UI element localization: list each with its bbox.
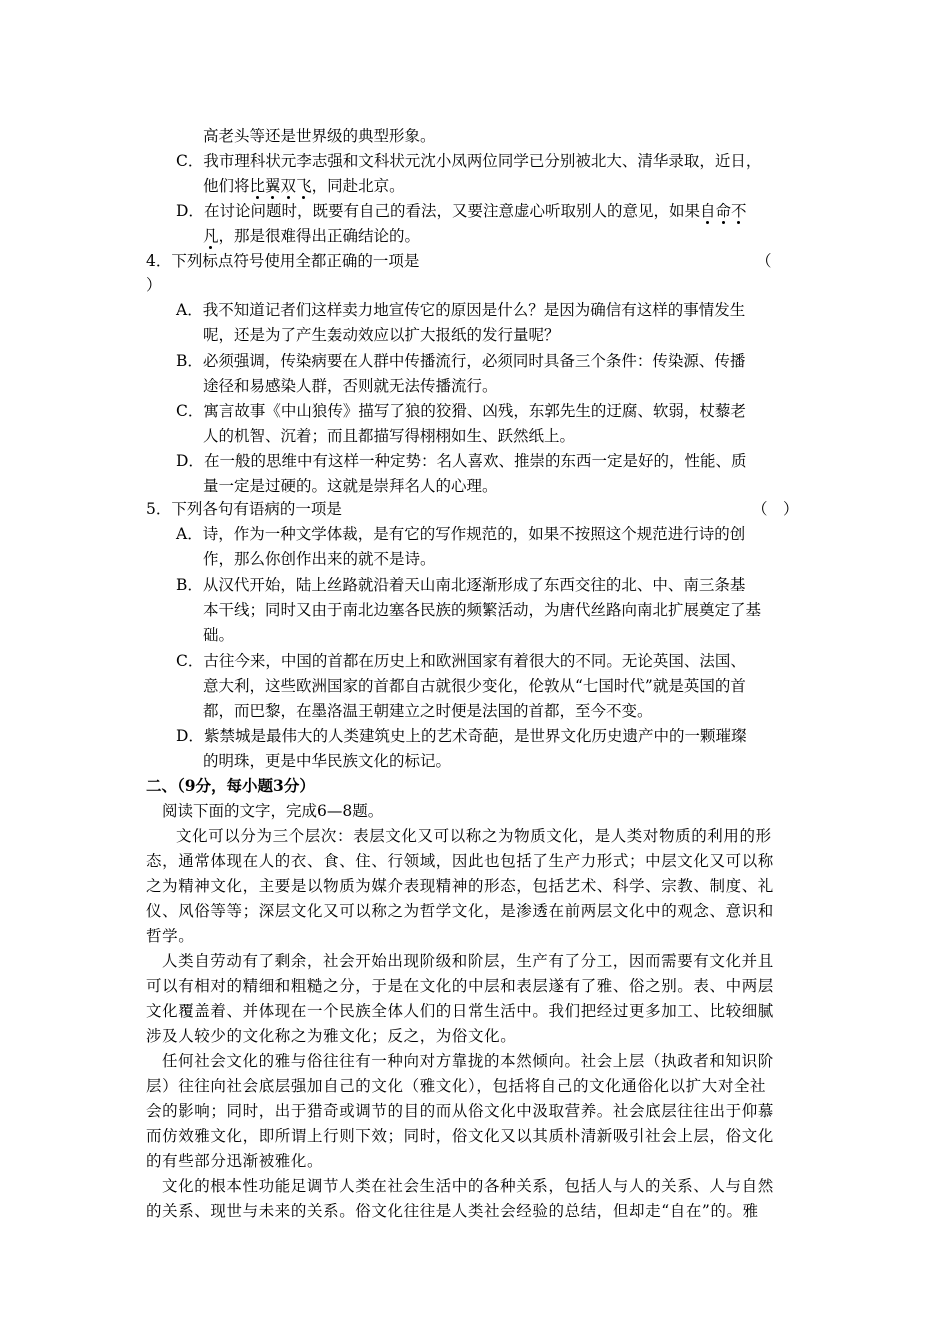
q5-option-b-label: B． — [176, 576, 203, 594]
passage-p3-line5: 的有些部分迅渐被雅化。 — [146, 1152, 324, 1170]
q5-option-b-line3: 础。 — [203, 626, 235, 644]
dotted-char: 翼 — [265, 177, 281, 195]
q5-option-d-label: D． — [176, 727, 204, 745]
q5-option-c-line3: 都，而巴黎，在墨洛温王朝建立之时便是法国的首都，至今不变。 — [203, 702, 653, 720]
q5-option-d-line2: 的明珠，更是中华民族文化的标记。 — [203, 752, 452, 770]
dotted-char: 比 — [249, 177, 266, 195]
passage-p3-line2: 层）往往向社会底层强加自己的文化（雅文化），包括将自己的文化通俗化以扩大对全社 — [146, 1077, 767, 1095]
q5-option-b-line1: B．从汉代开始，陆上丝路就沿着天山南北逐渐形成了东西交往的北、中、南三条基 — [176, 576, 746, 594]
q4-option-b-line2: 途径和易感染人群，否则就无法传播流行。 — [203, 377, 498, 395]
q5-option-c-line2: 意大利，这些欧洲国家的首都自古就很少变化，伦敦从“七国时代”就是英国的首 — [203, 677, 746, 695]
q3-option-d-label: D． — [176, 202, 204, 220]
q4-option-a-line1: A．我不知道记者们这样卖力地宣传它的原因是什么？是因为确信有这样的事情发生 — [176, 301, 746, 319]
q4-option-c-line2: 人的机智、沉着；而且都描写得栩栩如生、跃然纸上。 — [203, 427, 576, 445]
section-heading: 二、（9分，每小题3分） — [146, 776, 315, 795]
section-instruction: 阅读下面的文字，完成6—8题。 — [162, 802, 384, 820]
passage-p1-line5: 哲学。 — [146, 927, 195, 945]
q3-option-b-continuation: 高老头等还是世界级的典型形象。 — [203, 127, 436, 145]
passage-p1-line3: 之为精神文化，主要是以物质为媒介表现精神的形态，包括艺术、科学、宗教、制度、礼 — [146, 877, 774, 895]
dotted-char: 不 — [730, 202, 747, 220]
q4-option-a-label: A． — [176, 301, 203, 319]
q4-option-b-line1: B．必须强调，传染病要在人群中传播流行，必须同时具备三个条件：传染源、传播 — [176, 352, 746, 370]
passage-p4-line1: 文化的根本性功能足调节人类在社会生活中的各种关系，包括人与人的关系、人与自然 — [162, 1177, 774, 1195]
q5-answer-paren: （ ） — [752, 500, 799, 518]
passage-p1-line2: 态，通常体现在人的衣、食、住、行领域，因此也包括了生产力形式；中层文化又可以称 — [146, 852, 774, 870]
q5-option-c-label: C． — [176, 652, 204, 670]
q3-option-c-text: 我市理科状元李志强和文科状元沈小凤两位同学已分别被北大、清华录取，近日， — [203, 152, 762, 170]
dotted-char: 飞 — [296, 177, 312, 195]
dotted-char: 凡 — [203, 227, 219, 245]
dotted-char: 命 — [715, 202, 731, 220]
q4-option-a-line2: 呢，还是为了产生轰动效应以扩大报纸的发行量呢？ — [203, 326, 560, 344]
passage-p2-line3: 文化覆盖着、并体现在一个民族全体人们的日常生活中。我们把经过更多加工、比较细腻 — [146, 1002, 774, 1020]
dotted-char: 自 — [699, 202, 716, 220]
q4-option-d-line1: D．在一般的思维中有这样一种定势：名人喜欢、推崇的东西一定是好的，性能、质 — [176, 452, 747, 470]
q4-option-c-label: C． — [176, 402, 204, 420]
q3-option-c-line2: 他们将比翼双飞，同赴北京。 — [203, 177, 405, 195]
q5-option-c-line1: C．古往今来，中国的首都在历史上和欧洲国家有着很大的不同。无论英国、法国、 — [176, 652, 746, 670]
q4-option-d-line2: 量一定是过硬的。这就是崇拜名人的心理。 — [203, 477, 498, 495]
q4-option-b-label: B． — [176, 352, 203, 370]
passage-p3-line3: 会的影响；同时，出于猎奇或调节的目的而从俗文化中汲取营养。社会底层往往出于仰慕 — [146, 1102, 774, 1120]
q3-option-c-label: C． — [176, 152, 204, 170]
q3-option-d-line2: 凡，那是很难得出正确结论的。 — [203, 227, 421, 245]
passage-p3-line1: 任何社会文化的雅与俗往往有一种向对方靠拢的本然倾向。社会上层（执政者和知识阶 — [162, 1052, 774, 1070]
q4-answer-paren-open: （ — [756, 252, 772, 270]
q3-option-d-line1: D．在讨论问题时，既要有自己的看法，又要注意虚心听取别人的意见，如果自命不 — [176, 202, 747, 220]
q5-option-a-line1: A．诗，作为一种文学体裁，是有它的写作规范的，如果不按照这个规范进行诗的创 — [176, 525, 746, 543]
passage-p2-line2: 可以有相对的精细和粗糙之分，于是在文化的中层和表层遂有了雅、俗之别。表、中两层 — [146, 977, 774, 995]
q4-option-d-label: D． — [176, 452, 204, 470]
passage-p1-line1: 文化可以分为三个层次：表层文化又可以称之为物质文化，是人类对物质的利用的形 — [176, 827, 772, 845]
q4-option-c-line1: C．寓言故事《中山狼传》描写了狼的狡猾、凶残，东郭先生的迂腐、软弱，杖藜老 — [176, 402, 746, 420]
q4-stem: 4．下列标点符号使用全都正确的一项是 — [146, 252, 420, 270]
q4-answer-paren-close: ） — [146, 276, 162, 294]
q5-stem: 5．下列各句有语病的一项是 — [146, 500, 342, 518]
q5-option-a-label: A． — [176, 525, 203, 543]
dotted-char: 双 — [280, 177, 297, 195]
q5-option-d-line1: D．紫禁城是最伟大的人类建筑史上的艺术奇葩，是世界文化历史遗产中的一颗璀璨 — [176, 727, 747, 745]
passage-p2-line1: 人类自劳动有了剩余，社会开始出现阶级和阶层，生产有了分工，因而需要有文化并且 — [162, 952, 774, 970]
q5-option-a-line2: 作，那么你创作出来的就不是诗。 — [203, 550, 436, 568]
passage-p4-line2: 的关系、现世与未来的关系。俗文化往往是人类社会经验的总结，但却走“自在”的。雅 — [146, 1202, 759, 1220]
passage-p1-line4: 仪、风俗等等；深层文化又可以称之为哲学文化，是渗透在前两层文化中的观念、意识和 — [146, 902, 774, 920]
q3-option-c-line1 — [176, 150, 761, 172]
q5-option-b-line2: 本干线；同时又由于南北边塞各民族的频繁活动，为唐代丝路向南北扩展奠定了基 — [203, 601, 762, 619]
passage-p3-line4: 而仿效雅文化，即所谓上行则下效；同时，俗文化又以其质朴清新吸引社会上层，俗文化 — [146, 1127, 774, 1145]
passage-p2-line4: 涉及人较少的文化称之为雅文化；反之，为俗文化。 — [146, 1027, 517, 1045]
